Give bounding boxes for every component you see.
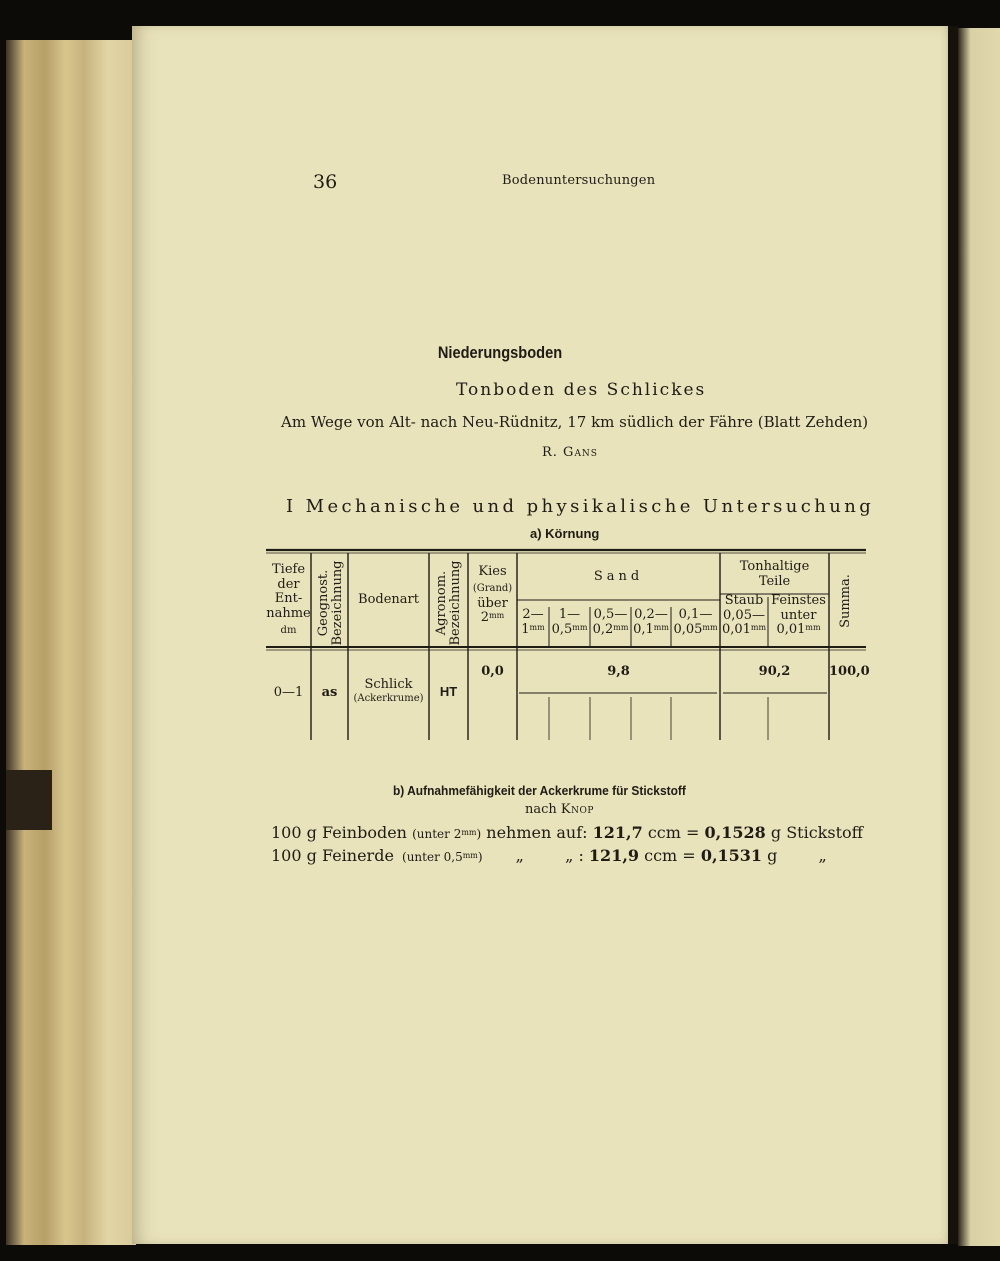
l2-ccm-value: 121,9 xyxy=(588,846,640,865)
header-staub-label: Staub xyxy=(724,593,764,608)
l2-amount: 100 g xyxy=(271,846,317,865)
cell-tiefe: 0—1 xyxy=(273,685,304,700)
next-page-edge xyxy=(958,28,1000,1246)
l2-qual-unit: mm xyxy=(462,851,478,860)
sand-col-5-top: 0,1— xyxy=(678,607,713,622)
header-kies-unit: mm xyxy=(489,611,505,621)
l2-ditto-3: „ xyxy=(818,846,827,865)
sand-col-5-unit: mm xyxy=(702,622,718,632)
header-bodenart: Bodenart xyxy=(358,592,419,607)
l2-ditto-2: „ : xyxy=(565,846,584,865)
sand-col-3-unit: mm xyxy=(613,622,629,632)
sand-col-3-bottom: 0,2 xyxy=(592,621,614,637)
header-feinstes-top: unter xyxy=(780,607,817,623)
header-staub-unit: mm xyxy=(750,623,767,633)
sand-col-4-bottom: 0,1 xyxy=(633,621,654,637)
source-name: Knop xyxy=(560,802,594,817)
l1-ccm-unit: ccm = xyxy=(647,823,700,842)
header-agronom-line1: Agronom. xyxy=(434,570,449,636)
source-prefix: nach xyxy=(525,802,557,817)
header-feinstes-bottom: 0,01 xyxy=(776,622,806,638)
header-geognost-line1: Geognost. xyxy=(316,569,331,637)
header-feinstes-unit: mm xyxy=(805,623,821,633)
l2-qual-end: ) xyxy=(477,850,483,864)
cell-agronom: HT xyxy=(439,684,458,699)
result-line-feinboden xyxy=(271,823,863,842)
book-gutter xyxy=(948,26,958,1244)
l2-ccm-unit: ccm = xyxy=(644,846,696,865)
book-page-edges xyxy=(6,40,136,1245)
result-line-feinerde xyxy=(271,846,827,865)
book-page xyxy=(132,26,950,1244)
header-staub-top: 0,05— xyxy=(723,607,765,623)
header-agronom-line2: Bezeichnung xyxy=(447,560,463,646)
header-tiefe-unit: dm xyxy=(280,625,297,637)
main-title: Niederungsboden xyxy=(437,343,563,362)
sand-col-4-unit: mm xyxy=(653,622,669,632)
l2-g-value: 0,1531 xyxy=(700,846,763,865)
cell-summa: 100,0 xyxy=(829,664,870,679)
l1-qual: (unter 2 xyxy=(412,827,462,841)
header-kies-line2: (Grand) xyxy=(472,582,513,594)
l2-g-unit: g xyxy=(767,846,778,865)
cell-bodenart-name: Schlick xyxy=(364,677,413,692)
section-heading: I Mechanische und physikalische Untersuchung xyxy=(286,496,875,517)
cell-tonhaltige-total: 90,2 xyxy=(758,664,791,679)
cell-geognost: as xyxy=(321,685,338,700)
header-staub-bottom: 0,01 xyxy=(721,622,751,638)
l2-ditto-1: „ xyxy=(515,846,524,865)
section-b-source xyxy=(525,802,594,817)
header-tonhaltige-line2: Teile xyxy=(758,573,791,589)
sand-col-1-unit: mm xyxy=(529,622,545,632)
header-tiefe-line2: der xyxy=(277,576,300,592)
header-kies-size: 2 xyxy=(480,610,490,626)
l1-qual-end: ) xyxy=(476,827,482,841)
sand-col-5-bottom: 0,05 xyxy=(673,621,703,637)
l1-amount: 100 g xyxy=(271,823,317,842)
header-geognost-line2: Bezeichnung xyxy=(329,560,345,646)
cell-bodenart-note: (Ackerkrume) xyxy=(353,692,424,704)
l1-substance: Stickstoff xyxy=(786,823,864,842)
header-kies-line3: über xyxy=(477,595,508,611)
header-tiefe-line4: nahme xyxy=(266,605,311,621)
l1-g-value: 0,1528 xyxy=(704,823,766,842)
header-tonhaltige-line1: Tonhaltige xyxy=(739,559,810,574)
sand-col-2-unit: mm xyxy=(572,622,588,632)
cell-sand-total: 9,8 xyxy=(607,664,630,679)
location-line: Am Wege von Alt- nach Neu-Rüdnitz, 17 km südlich der Fähre (Blatt Zehden) xyxy=(281,413,869,431)
subsection-heading: a) Körnung xyxy=(530,526,600,541)
section-b-heading: b) Aufnahmefähigkeit der Ackerkrume für Stickstoff xyxy=(393,783,686,798)
header-tiefe-line3: Ent- xyxy=(274,591,303,607)
sand-col-1-bottom: 1 xyxy=(521,621,530,637)
sand-col-3-top: 0,5— xyxy=(593,607,628,622)
header-kies-line1: Kies xyxy=(478,564,507,579)
header-summa: Summa. xyxy=(838,574,853,628)
sand-col-4-top: 0,2— xyxy=(634,607,668,622)
subtitle: Tonboden des Schlickes xyxy=(456,380,707,400)
running-head: Bodenuntersuchungen xyxy=(502,173,656,188)
header-tiefe-line1: Tiefe xyxy=(271,562,306,577)
l1-ccm-value: 121,7 xyxy=(592,823,643,842)
l1-verb: nehmen auf: xyxy=(486,823,588,842)
cell-kies: 0,0 xyxy=(481,664,504,679)
l1-qual-unit: mm xyxy=(461,828,477,837)
l2-qual: (unter 0,5 xyxy=(402,850,463,864)
sand-col-2-top: 1— xyxy=(558,607,581,622)
author: R. Gans xyxy=(542,445,598,460)
l2-material: Feinerde xyxy=(321,846,394,865)
page-number: 36 xyxy=(313,171,338,193)
l1-g-unit: g xyxy=(770,823,782,842)
binding-band xyxy=(6,770,52,830)
header-feinstes-label: Feinstes xyxy=(771,593,826,608)
sand-col-2-bottom: 0,5 xyxy=(551,621,573,637)
sand-col-1-top: 2— xyxy=(522,607,544,622)
l1-material: Feinboden xyxy=(321,823,407,842)
header-sand: Sand xyxy=(593,569,644,584)
